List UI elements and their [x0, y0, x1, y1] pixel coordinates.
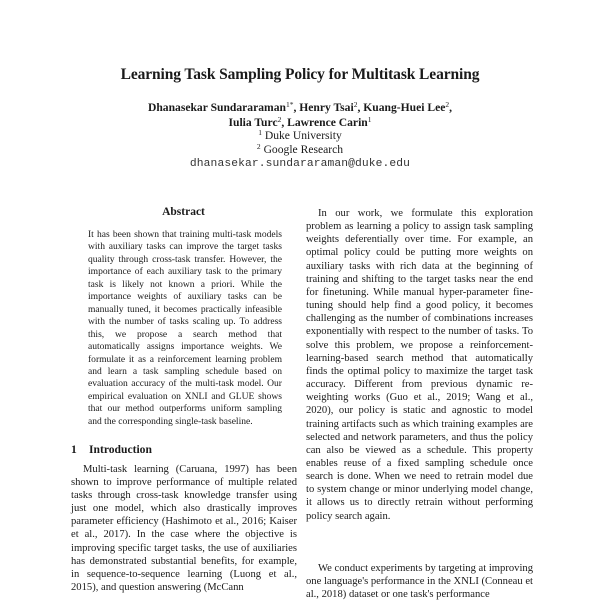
paragraph: In our work, we formulate this exploration problem as learning a policy to assign task sampling weights deferentially over time. For example, an optimal policy could be putting more weights on auxiliary tasks with rich data at the beginning of training and shifting to the target tasks near the end for finetuning. While manual hyper-parameter fine-tuning should help find a good policy, it becomes challenging as the number of combinations increases exponentially with respect to the number of tasks. To solve this problem, we propose a reinforcement-learning-based search method that automatically finds the optimal policy to maximize the target task accuracy. Different from previous dynamic re-weighting works (Guo et al., 2019; Wang et al., 2020), our policy is static and agnostic to model training artifacts such as which training examples are selected and network parameters, and thus the policy can also be viewed as a schedule. This property enables reuse of a fixed sampling schedule once search is done. When we need to retrain model due to system change or minor underlying model change, it allows us to directly retrain without performing policy search again. — [306, 208, 533, 522]
abstract-text: It has been shown that training multi-task models with auxiliary tasks can improve the target tasks quality through cross-task transfer. However, the importance of each auxiliary task to the primary task is likely not known a priori. While the importance weights of auxiliary tasks can be manually tuned, it becomes practically infeasible with the number of tasks scaling up. To address this, we propose a search method that automatically assigns importance weights. We formulate it as a reinforcement learning problem and learn a task sampling schedule based on evaluation accuracy of the multi-task model. Our empirical evaluation on XNLI and GLUE shows that our method outperforms uniform sampling and the corresponding single-task baseline. — [88, 229, 282, 427]
author-affiliation-mark: 2 — [353, 100, 358, 109]
author-name: Lawrence Carin — [287, 116, 368, 129]
author-affiliation-mark: 1 — [367, 115, 372, 124]
author-name: Dhanasekar Sundararaman — [147, 101, 286, 114]
affiliation-block — [0, 129, 600, 171]
section-number: 1 — [71, 443, 77, 456]
affiliation-name: Duke University — [264, 129, 342, 142]
introduction-body — [71, 463, 297, 594]
author-affiliation-mark: 1* — [285, 100, 294, 109]
affiliation — [0, 143, 600, 157]
affiliation-mark: 2 — [256, 142, 261, 151]
paragraph: Multi-task learning (Caruana, 1997) has been shown to improve performance of multiple related tasks through cross-task knowledge transfer using just one model, which also drastically improves parameter efficiency (Hashimoto et al., 2016; Kaiser et al., 2017). In the case where the objective is improving specific target tasks, the use of auxiliaries has demonstrated substantial benefits, for example, in sequence-to-sequence learning (Luong et al., 2015), and question answering (McCann — [71, 464, 297, 593]
affiliation-name: Google Research — [263, 143, 344, 156]
affiliation-mark: 1 — [258, 128, 262, 137]
section-heading-introduction — [71, 443, 152, 456]
author-name: Henry Tsai — [299, 101, 354, 114]
abstract-heading: Abstract — [162, 206, 205, 218]
paragraph: We conduct experiments by targeting at improving one language's performance in the XNLI (Conneau et al., 2018) dataset or one task's performance — [306, 562, 533, 601]
author-affiliation-mark: 2 — [445, 100, 450, 109]
author-email: dhanasekar.sundararaman@duke.edu — [189, 158, 411, 170]
author-affiliation-mark: 2 — [277, 115, 282, 124]
author-list: Dhanasekar Sundararaman$^{1*}$, Henry Tsai$^2$, Kuang-Huei Lee$^2$, Iulia Turc$^2$, Lawrence Carin$^1$ — [147, 100, 453, 129]
paper-title: Learning Task Sampling Policy for Multitask Learning — [120, 66, 480, 83]
author-name: Iulia Turc — [228, 116, 278, 129]
affiliation — [0, 129, 600, 143]
author-name: Kuang-Huei Lee — [363, 101, 446, 114]
section-title: Introduction — [89, 443, 152, 456]
right-column-body — [306, 207, 533, 601]
